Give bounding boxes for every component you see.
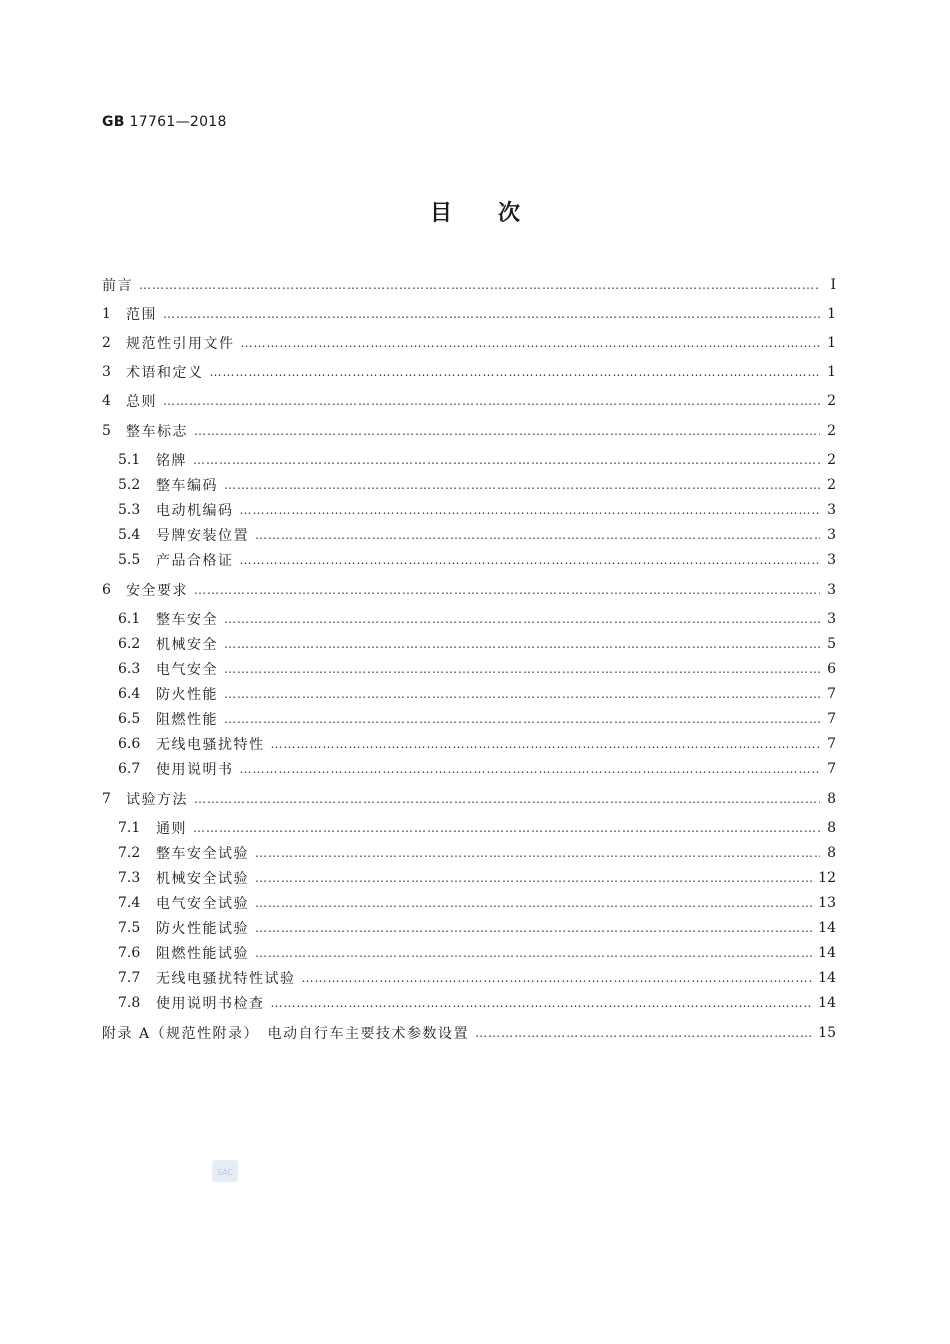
toc-leader-dots [255, 893, 812, 913]
toc-entry-page: 3 [827, 502, 836, 518]
toc-leader-dots [193, 450, 820, 470]
toc-entry-number: 6.3 [118, 661, 141, 677]
toc-entry-number: 7.7 [118, 970, 141, 986]
toc-leader-dots [194, 580, 820, 600]
toc-entry-number: 5.4 [118, 527, 141, 543]
toc-leader-dots [224, 684, 820, 704]
toc-leader-dots [240, 759, 821, 779]
toc-entry-label: 使用说明书 [156, 762, 234, 778]
toc-entry-page: 14 [818, 920, 836, 936]
toc-leader-dots [194, 789, 820, 809]
sac-logo-icon [212, 1160, 238, 1182]
toc-entry-number: 5.5 [118, 552, 141, 568]
toc-leader-dots [302, 968, 813, 988]
toc-entry-number: 7.8 [118, 995, 141, 1011]
toc-entry-label: 电动机编码 [156, 503, 234, 519]
toc-entry-page: 2 [827, 452, 836, 468]
toc-entry-label: 阻燃性能试验 [156, 946, 249, 962]
toc-entry-page: 3 [827, 582, 836, 598]
toc-entry-number: 2 [102, 335, 111, 351]
toc-entry[interactable] [118, 450, 836, 470]
toc-entry-label: 使用说明书检查 [156, 996, 265, 1012]
toc-entry[interactable] [118, 525, 836, 545]
toc-entry-number: 3 [102, 364, 111, 380]
toc-leader-dots [271, 993, 813, 1013]
toc-entry-number: 7.2 [118, 845, 141, 861]
toc-leader-dots [475, 1023, 812, 1043]
toc-leader-dots [240, 500, 821, 520]
toc-entry-label: 整车安全试验 [156, 846, 249, 862]
toc-entry-label: 号牌安装位置 [156, 528, 249, 544]
toc-entry[interactable] [118, 734, 836, 754]
toc-entry[interactable] [118, 993, 836, 1013]
toc-entry-page: 14 [818, 995, 836, 1011]
toc-entry-page: 8 [827, 845, 836, 861]
toc-leader-dots [255, 868, 812, 888]
toc-entry-number: 4 [102, 393, 111, 409]
toc-entry-number: 6.2 [118, 636, 141, 652]
toc-entry[interactable] [102, 333, 836, 353]
toc-entry[interactable] [102, 391, 836, 411]
toc-leader-dots [163, 391, 820, 411]
toc-leader-dots [241, 333, 821, 353]
toc-entry-page: 14 [818, 945, 836, 961]
toc-entry-number: 7.5 [118, 920, 141, 936]
toc-leader-dots [224, 709, 820, 729]
toc-entry[interactable] [118, 968, 836, 988]
toc-leader-dots [255, 843, 820, 863]
toc-entry-number: 6.5 [118, 711, 141, 727]
toc-entry[interactable] [118, 818, 836, 838]
toc-entry[interactable] [118, 868, 836, 888]
toc-entry-label: 无线电骚扰特性试验 [156, 971, 296, 987]
toc-entry[interactable] [118, 684, 836, 704]
toc-entry[interactable] [118, 943, 836, 963]
toc-entry-number: 7.4 [118, 895, 141, 911]
toc-entry-label: 前言 [102, 278, 133, 294]
toc-entry-page: 2 [827, 393, 836, 409]
toc-entry-label: 铭牌 [156, 453, 187, 469]
toc-entry-label: 无线电骚扰特性 [156, 737, 265, 753]
toc-leader-dots [224, 475, 820, 495]
toc-leader-dots [194, 421, 820, 441]
toc-entry-label: 防火性能 [156, 687, 218, 703]
toc-entry-page: 2 [827, 477, 836, 493]
toc-entry-page: 12 [818, 870, 836, 886]
toc-entry-label: 整车安全 [156, 612, 218, 628]
toc-entry-label: 附录 A（规范性附录） 电动自行车主要技术参数设置 [102, 1026, 470, 1042]
toc-entry-page: 7 [827, 686, 836, 702]
toc-entry-number: 7.1 [118, 820, 141, 836]
toc-entry-number: 7.6 [118, 945, 141, 961]
toc-leader-dots [224, 634, 820, 654]
toc-entry[interactable] [102, 789, 836, 809]
toc-leader-dots [193, 818, 820, 838]
toc-entry-label: 机械安全试验 [156, 871, 249, 887]
toc-entry-page: 15 [818, 1025, 836, 1041]
toc-entry[interactable] [118, 659, 836, 679]
toc-entry[interactable] [102, 580, 836, 600]
toc-entry-number: 7.3 [118, 870, 141, 886]
toc-entry-label: 机械安全 [156, 637, 218, 653]
toc-entry-page: 1 [827, 306, 836, 322]
toc-entry-number: 6 [102, 582, 111, 598]
standard-number [102, 114, 227, 130]
toc-entry[interactable] [118, 843, 836, 863]
toc-entry-number: 6.1 [118, 611, 141, 627]
toc-entry-page: 2 [827, 423, 836, 439]
toc-entry-label: 防火性能试验 [156, 921, 249, 937]
toc-entry[interactable] [102, 275, 836, 295]
toc-entry[interactable] [102, 421, 836, 441]
toc-leader-dots [271, 734, 821, 754]
toc-leader-dots [163, 304, 820, 324]
toc-entry[interactable] [118, 609, 836, 629]
toc-entry-page: 8 [827, 820, 836, 836]
toc-entry-label: 范围 [126, 307, 157, 323]
toc-entry-page: 8 [827, 791, 836, 807]
toc-entry-page: 13 [818, 895, 836, 911]
page-title [0, 196, 950, 227]
toc-entry-label: 总则 [126, 394, 157, 410]
toc-leader-dots [255, 525, 820, 545]
sac-logo-text: SAC [216, 1168, 234, 1177]
toc-entry-page: 3 [827, 527, 836, 543]
toc-entry[interactable] [118, 634, 836, 654]
standard-prefix: GB [102, 114, 125, 130]
toc-entry-number: 6.6 [118, 736, 141, 752]
toc-entry-number: 7 [102, 791, 111, 807]
toc-entry-label: 整车编码 [156, 478, 218, 494]
toc-entry-label: 试验方法 [126, 792, 188, 808]
toc-entry-label: 产品合格证 [156, 553, 234, 569]
toc-entry-page: 6 [827, 661, 836, 677]
toc-entry-number: 5.3 [118, 502, 141, 518]
toc-leader-dots [139, 275, 820, 295]
toc-entry[interactable] [118, 550, 836, 570]
toc-entry-label: 电气安全试验 [156, 896, 249, 912]
toc-entry[interactable] [118, 475, 836, 495]
toc-entry-label: 规范性引用文件 [126, 336, 235, 352]
toc-entry-page: 7 [827, 736, 836, 752]
toc-entry-page: 3 [827, 611, 836, 627]
toc-entry[interactable] [118, 500, 836, 520]
standard-code: 17761—2018 [129, 114, 227, 130]
toc-entry-label: 安全要求 [126, 583, 188, 599]
toc-leader-dots [255, 943, 812, 963]
toc-leader-dots [224, 659, 820, 679]
toc-entry[interactable] [118, 759, 836, 779]
title-char-1: 目 [429, 201, 452, 226]
toc-entry[interactable] [102, 1023, 836, 1043]
toc-entry-label: 阻燃性能 [156, 712, 218, 728]
toc-entry-page: 7 [827, 761, 836, 777]
toc-entry-number: 6.4 [118, 686, 141, 702]
toc-entry-label: 电气安全 [156, 662, 218, 678]
title-char-2: 次 [498, 201, 521, 226]
toc-entry-page: Ⅰ [830, 277, 836, 293]
toc-entry[interactable] [118, 709, 836, 729]
toc-leader-dots [210, 362, 821, 382]
toc-leader-dots [255, 918, 812, 938]
toc-entry-number: 5.2 [118, 477, 141, 493]
toc-leader-dots [240, 550, 821, 570]
toc-entry-page: 1 [827, 335, 836, 351]
toc-entry[interactable] [118, 893, 836, 913]
toc-entry-label: 术语和定义 [126, 365, 204, 381]
toc-entry-label: 整车标志 [126, 424, 188, 440]
toc-entry[interactable] [102, 362, 836, 382]
toc-leader-dots [224, 609, 820, 629]
toc-entry-page: 3 [827, 552, 836, 568]
toc-entry[interactable] [118, 918, 836, 938]
toc-entry-page: 1 [827, 364, 836, 380]
toc-entry-page: 7 [827, 711, 836, 727]
toc-entry-label: 通则 [156, 821, 187, 837]
toc-entry-page: 14 [818, 970, 836, 986]
toc-entry-number: 5 [102, 423, 111, 439]
toc-entry-number: 1 [102, 306, 111, 322]
toc-entry-number: 5.1 [118, 452, 141, 468]
toc-entry[interactable] [102, 304, 836, 324]
toc-entry-number: 6.7 [118, 761, 141, 777]
toc-entry-page: 5 [827, 636, 836, 652]
